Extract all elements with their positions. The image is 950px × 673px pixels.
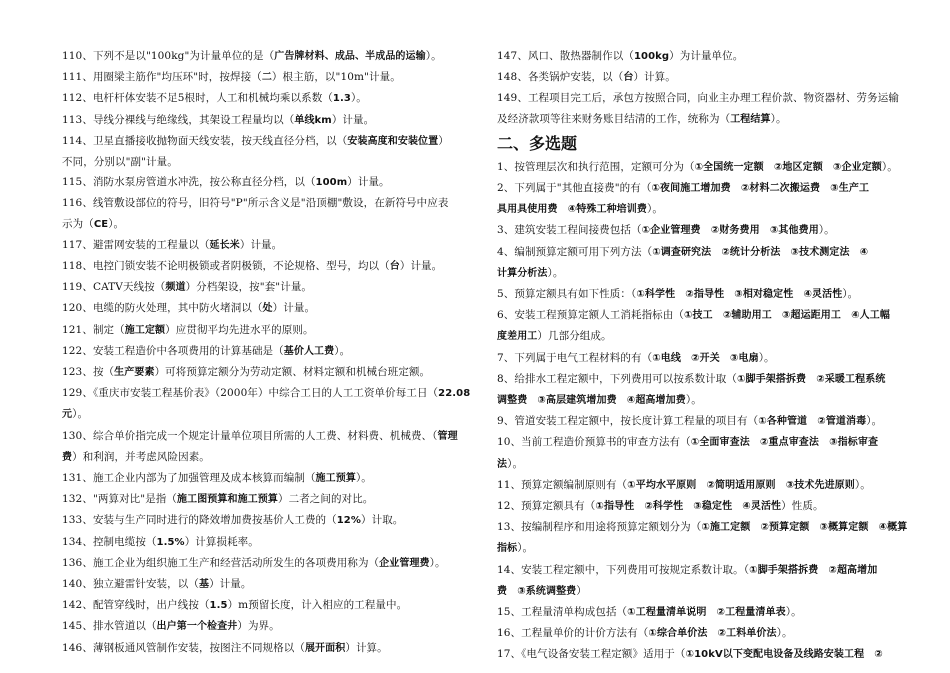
answer-text: 广告牌材料、成品、半成品的运输 bbox=[274, 51, 426, 62]
question-tail-text: ） bbox=[438, 134, 449, 147]
question-text: 111、用圈梁主筋作"均压环"时，按焊接（ bbox=[62, 71, 262, 84]
question-tail-text: ）计算。 bbox=[633, 71, 676, 84]
question-tail-text: ）。 bbox=[842, 288, 859, 301]
question-line bbox=[62, 426, 462, 447]
question-text: 8、给排水工程定额中，下列费用可以按系数计取（ bbox=[497, 372, 737, 385]
question-line bbox=[62, 553, 462, 574]
question-tail-text: ）计量。 bbox=[331, 113, 375, 126]
question-text: 133、安装与生产同时进行的降效增加费按基价人工费的（ bbox=[62, 514, 337, 527]
question-tail-text: ）。 bbox=[758, 351, 775, 364]
answer-text: ①10kV以下变配电设备及线路安装工程 ② bbox=[685, 649, 883, 661]
answer-text: 100kg bbox=[633, 51, 670, 62]
question-tail-text: ）。 bbox=[72, 408, 89, 421]
question-line bbox=[497, 517, 908, 538]
question-text: 136、施工企业为组织施工生产和经营活动所发生的各项费用称为（ bbox=[62, 556, 380, 569]
answer-text: 12% bbox=[336, 515, 361, 527]
question-line bbox=[62, 362, 462, 383]
answer-text: ①企业管理费 ②财务费用 ③其他费用 bbox=[641, 225, 819, 237]
question-line bbox=[497, 602, 897, 623]
question-text: 122、安装工程造价中各项费用的计算基础是（ bbox=[62, 344, 284, 357]
answer-text: ①脚手架搭拆费 ②超高增加 bbox=[749, 564, 878, 576]
answer-text: 计算分析法 bbox=[497, 267, 548, 279]
question-text: 7、下列属于电气工程材料的有（ bbox=[497, 351, 653, 364]
question-tail-text: ）m预留长度，计入相应的工程量中。 bbox=[227, 599, 408, 612]
answer-text: 1.3 bbox=[332, 93, 351, 105]
question-line bbox=[62, 468, 462, 489]
question-text: 134、控制电缆按（ bbox=[62, 535, 157, 548]
question-text: 132、"两算对比"是指（ bbox=[62, 493, 177, 506]
question-tail-text: ）计取。 bbox=[361, 514, 404, 527]
question-text: 129、《重庆市安装工程基价表》（2000年）中综合工日的人工工资单价每工日（ bbox=[62, 387, 439, 400]
answer-text: 施工定额 bbox=[124, 324, 166, 336]
question-line bbox=[62, 616, 462, 637]
question-text: 11、预算定额编制原则有（ bbox=[497, 478, 628, 491]
question-tail-text: ）为界。 bbox=[237, 620, 280, 633]
question-tail-text: ）。 bbox=[108, 217, 125, 230]
answer-text: ①夜间施工增加费 ②材料二次搬运费 ③生产工 bbox=[651, 183, 870, 195]
question-line bbox=[62, 574, 462, 595]
answer-text: 安装高度和安装位置 bbox=[347, 135, 439, 147]
question-line bbox=[62, 341, 462, 362]
question-tail-text: ）。 bbox=[685, 394, 702, 407]
answer-text: 单线km bbox=[294, 114, 332, 126]
question-line bbox=[62, 172, 462, 193]
question-tail-text: ）。 bbox=[646, 203, 663, 216]
answer-text: 100m bbox=[315, 177, 348, 189]
question-text: 6、安装工程预算定额人工消耗指标由（ bbox=[497, 309, 684, 322]
question-text: 140、独立避雷针安装，以（ bbox=[62, 578, 199, 591]
question-line bbox=[62, 404, 462, 425]
question-text: 1、按管理层次和执行范围，定额可分为（ bbox=[497, 160, 695, 173]
question-text: 115、消防水泵房管道水冲洗，按公称直径分档，以（ bbox=[62, 176, 316, 189]
question-text: 不同，分别以"副"计量。 bbox=[62, 156, 178, 169]
question-text: 4、编制预算定额可用下列方法（ bbox=[497, 245, 653, 258]
question-text: 121、制定（ bbox=[62, 323, 125, 336]
question-tail-text: ）计量。 bbox=[239, 238, 283, 251]
answer-text: ①脚手架搭拆费 ②采暖工程系统 bbox=[736, 373, 886, 385]
question-text: 12、预算定额具有（ bbox=[497, 500, 596, 513]
answer-text: 二 bbox=[261, 72, 272, 84]
question-tail-text: ）根主筋，以"10m"计量。 bbox=[271, 71, 401, 84]
question-line bbox=[62, 88, 462, 109]
question-line bbox=[62, 46, 462, 67]
question-line bbox=[497, 178, 897, 199]
answer-text: 台 bbox=[389, 261, 400, 273]
answer-text: 元 bbox=[62, 409, 73, 421]
question-text: 112、电杆杆体安装不足5根时，人工和机械均乘以系数（ bbox=[62, 92, 333, 105]
question-line bbox=[62, 152, 462, 172]
question-text: 116、线管敷设部位的符号，旧符号"P"所示含义是"沿顶棚"敷设，在新符号中应表 bbox=[62, 197, 449, 210]
question-line bbox=[62, 510, 462, 531]
question-text: 17、《电气设备安装工程定额》适用于（ bbox=[497, 648, 686, 661]
answer-text: 费 ③系统调整费 bbox=[497, 585, 577, 597]
question-tail-text: ）计算。 bbox=[345, 641, 388, 654]
question-line bbox=[62, 110, 462, 131]
question-tail-text: ）为计量单位。 bbox=[669, 50, 744, 62]
question-text: 110、下列不是以"100kg"为计量单位的是（ bbox=[62, 50, 275, 62]
question-text: 5、预算定额具有如下性质：（ bbox=[497, 288, 637, 301]
question-line bbox=[497, 538, 897, 559]
question-line bbox=[497, 560, 897, 581]
question-line bbox=[497, 46, 897, 67]
answer-text: 度差用工 bbox=[497, 331, 538, 343]
question-line bbox=[497, 454, 897, 475]
question-tail-text: ）。 bbox=[355, 472, 372, 485]
question-text: 117、避雷网安装的工程量以（ bbox=[62, 238, 210, 251]
question-line bbox=[497, 623, 897, 644]
question-text: 9、管道安装工程定额中，按长度计算工程量的项目有（ bbox=[497, 415, 759, 428]
answer-text: 频道 bbox=[165, 282, 186, 294]
question-text: 113、导线分裸线与绝缘线，其架设工程量均以（ bbox=[62, 113, 295, 126]
question-text: 142、配管穿线时，出户线按（ bbox=[62, 599, 210, 612]
question-text: 15、工程量清单构成包括（ bbox=[497, 606, 628, 619]
answer-text: 施工图预算和施工预算 bbox=[177, 494, 278, 506]
question-tail-text: ）。 bbox=[866, 415, 883, 428]
question-line bbox=[497, 348, 897, 369]
answer-text: ①调查研究法 ②统计分析法 ③技术测定法 ④ bbox=[652, 246, 869, 258]
answer-text: 企业管理费 bbox=[379, 557, 430, 569]
answer-text: ①施工定额 ②预算定额 ③概算定额 ④概算 bbox=[701, 522, 908, 534]
question-tail-text: ） bbox=[576, 584, 587, 597]
question-line bbox=[62, 131, 462, 152]
question-line bbox=[497, 326, 897, 347]
question-tail-text: ）性质。 bbox=[781, 500, 824, 513]
question-line bbox=[497, 242, 897, 263]
question-tail-text: ）计量。 bbox=[347, 176, 390, 189]
question-line bbox=[62, 383, 471, 404]
question-text: 130、综合单价指完成一个规定计量单位项目所需的人工费、材料费、机械费、（ bbox=[62, 429, 438, 442]
question-text: 及经济款项等往来财务账目结清的工作，统称为（ bbox=[497, 112, 731, 125]
question-line bbox=[497, 390, 897, 411]
answer-text: ①指导性 ②科学性 ③稳定性 ④灵活性 bbox=[595, 501, 782, 513]
answer-text: ①平均水平原则 ②简明适用原则 ③技术先进原则 bbox=[627, 479, 855, 491]
question-tail-text: ）二者之间的对比。 bbox=[278, 493, 374, 506]
question-line bbox=[62, 67, 462, 88]
answer-text: 指标 bbox=[497, 543, 518, 555]
question-tail-text: ）。 bbox=[881, 160, 898, 173]
question-tail-text: ）。 bbox=[507, 457, 524, 470]
question-text: 145、排水管道以（ bbox=[62, 620, 157, 633]
answer-text: ①工程量清单说明 ②工程量清单表 bbox=[627, 607, 786, 619]
answer-text: 法 bbox=[497, 458, 508, 470]
question-line bbox=[62, 277, 462, 298]
question-tail-text: ）几部分组成。 bbox=[537, 330, 612, 343]
question-line bbox=[497, 581, 897, 602]
answer-text: 管理 bbox=[437, 430, 458, 442]
answer-text: 工程结算 bbox=[730, 113, 771, 125]
question-text: 2、下列属于"其他直接费"的有（ bbox=[497, 182, 652, 195]
question-tail-text: ）。 bbox=[776, 627, 793, 640]
question-line bbox=[497, 157, 897, 178]
question-text: 14、安装工程定额中，下列费用可按规定系数计取。（ bbox=[497, 563, 750, 576]
answer-text: 基 bbox=[198, 579, 210, 591]
question-tail-text: ）计量。 bbox=[399, 260, 443, 273]
question-line bbox=[62, 214, 462, 235]
answer-text: 具用具使用费 ④特殊工种培训费 bbox=[497, 204, 647, 216]
question-line bbox=[497, 284, 897, 305]
question-line bbox=[497, 109, 897, 130]
question-text: 120、电缆的防火处理，其中防火堵洞以（ bbox=[62, 302, 263, 315]
question-line bbox=[62, 193, 462, 213]
question-line bbox=[497, 432, 897, 453]
answer-text: 22.08 bbox=[438, 388, 471, 400]
question-tail-text: ）。 bbox=[785, 606, 802, 619]
right-bottom-lines bbox=[497, 157, 908, 666]
right-top-lines bbox=[497, 46, 897, 130]
question-tail-text: ）分档架设，按"套"计量。 bbox=[185, 281, 313, 294]
answer-text: ①全国统一定额 ②地区定额 ③企业定额 bbox=[694, 161, 882, 173]
question-tail-text: ）计量。 bbox=[272, 302, 316, 315]
question-text: 123、按（ bbox=[62, 366, 115, 379]
question-line bbox=[497, 220, 897, 241]
question-line bbox=[62, 638, 462, 659]
question-line bbox=[62, 532, 462, 553]
question-line bbox=[497, 199, 897, 220]
question-text: 13、按编制程序和用途将预算定额划分为（ bbox=[497, 521, 702, 534]
question-line bbox=[497, 644, 897, 665]
question-line bbox=[497, 305, 897, 326]
question-line bbox=[497, 88, 897, 108]
question-text: 118、电控门锁安装不论明极锁或者阴极锁，不论规格、型号，均以（ bbox=[62, 260, 390, 273]
question-line bbox=[497, 475, 897, 496]
answer-text: ①综合单价法 ②工料单价法 bbox=[648, 628, 777, 640]
question-tail-text: ）。 bbox=[818, 224, 835, 237]
section-heading: 二、多选题 bbox=[497, 133, 578, 153]
question-text: 149、工程项目完工后，承包方按照合同，向业主办理工程价款、物资器材、劳务运输 bbox=[497, 92, 899, 105]
question-text: 147、风口、散热器制作以（ bbox=[497, 50, 634, 62]
answer-text: CE bbox=[93, 218, 109, 230]
question-tail-text: ）计算损耗率。 bbox=[184, 535, 259, 548]
answer-text: ①全面审查法 ②重点审查法 ③指标审查 bbox=[690, 437, 879, 449]
question-text: 146、薄钢板通风管制作安装，按图注不同规格以（ bbox=[62, 641, 305, 654]
answer-text: 调整费 ③高层建筑增加费 ④超高增加费 bbox=[497, 395, 686, 407]
question-tail-text: ）和利润，并考虑风险因素。 bbox=[72, 450, 210, 463]
question-line bbox=[497, 369, 897, 390]
question-tail-text: ）。 bbox=[334, 344, 351, 357]
question-line bbox=[62, 298, 462, 319]
question-line bbox=[62, 489, 462, 510]
question-line bbox=[62, 320, 462, 341]
question-tail-text: ）可将预算定额分为劳动定额、材料定额和机械台班定额。 bbox=[154, 366, 431, 379]
question-text: 10、当前工程造价预算书的审查方法有（ bbox=[497, 436, 691, 449]
answer-text: 展开面积 bbox=[304, 642, 346, 654]
question-line bbox=[497, 411, 897, 432]
question-tail-text: ）。 bbox=[350, 92, 367, 105]
question-line bbox=[497, 67, 897, 88]
answer-text: 基价人工费 bbox=[283, 345, 335, 357]
answer-text: ①电线 ②开关 ③电扇 bbox=[652, 352, 759, 364]
answer-text: ①各种管道 ②管道消毒 bbox=[758, 416, 867, 428]
left-column bbox=[62, 46, 471, 659]
answer-text: 1.5 bbox=[209, 600, 228, 612]
question-text: 3、建筑安装工程间接费包括（ bbox=[497, 224, 642, 237]
question-line bbox=[497, 496, 897, 517]
question-text: 示为（ bbox=[62, 217, 94, 230]
question-line bbox=[62, 235, 462, 256]
answer-text: ①科学性 ②指导性 ③相对稳定性 ④灵活性 bbox=[636, 289, 843, 301]
answer-text: 施工预算 bbox=[315, 473, 356, 485]
question-tail-text: ）。 bbox=[517, 542, 534, 555]
answer-text: 台 bbox=[623, 72, 634, 84]
question-tail-text: ）。 bbox=[770, 112, 787, 125]
question-tail-text: ）计量。 bbox=[209, 578, 252, 591]
answer-text: ①技工 ②辅助用工 ③超运距用工 ④人工幅 bbox=[683, 310, 890, 322]
question-line bbox=[62, 595, 462, 616]
question-tail-text: ）。 bbox=[854, 478, 871, 491]
question-line bbox=[62, 447, 462, 468]
question-tail-text: ）应贯彻平均先进水平的原则。 bbox=[165, 323, 314, 336]
answer-text: 处 bbox=[262, 303, 273, 315]
answer-text: 生产要素 bbox=[114, 367, 155, 379]
answer-text: 1.5% bbox=[156, 536, 185, 548]
question-tail-text: ）。 bbox=[429, 556, 446, 569]
question-tail-text: ）。 bbox=[425, 50, 442, 62]
question-text: 114、卫星直播接收抛物面天线安装，按天线直径分档，以（ bbox=[62, 134, 348, 147]
answer-text: 费 bbox=[62, 451, 73, 463]
answer-text: 出户第一个检查井 bbox=[156, 621, 238, 633]
question-text: 119、CATV天线按（ bbox=[62, 281, 166, 294]
question-text: 148、各类锅炉安装，以（ bbox=[497, 71, 624, 84]
question-line bbox=[497, 263, 897, 284]
question-text: 16、工程量单价的计价方法有（ bbox=[497, 627, 649, 640]
right-column bbox=[497, 46, 908, 666]
answer-text: 延长米 bbox=[209, 239, 240, 251]
question-tail-text: ）。 bbox=[547, 266, 564, 279]
question-text: 131、施工企业内部为了加强管理及成本核算而编制（ bbox=[62, 472, 316, 485]
question-line bbox=[62, 256, 462, 277]
